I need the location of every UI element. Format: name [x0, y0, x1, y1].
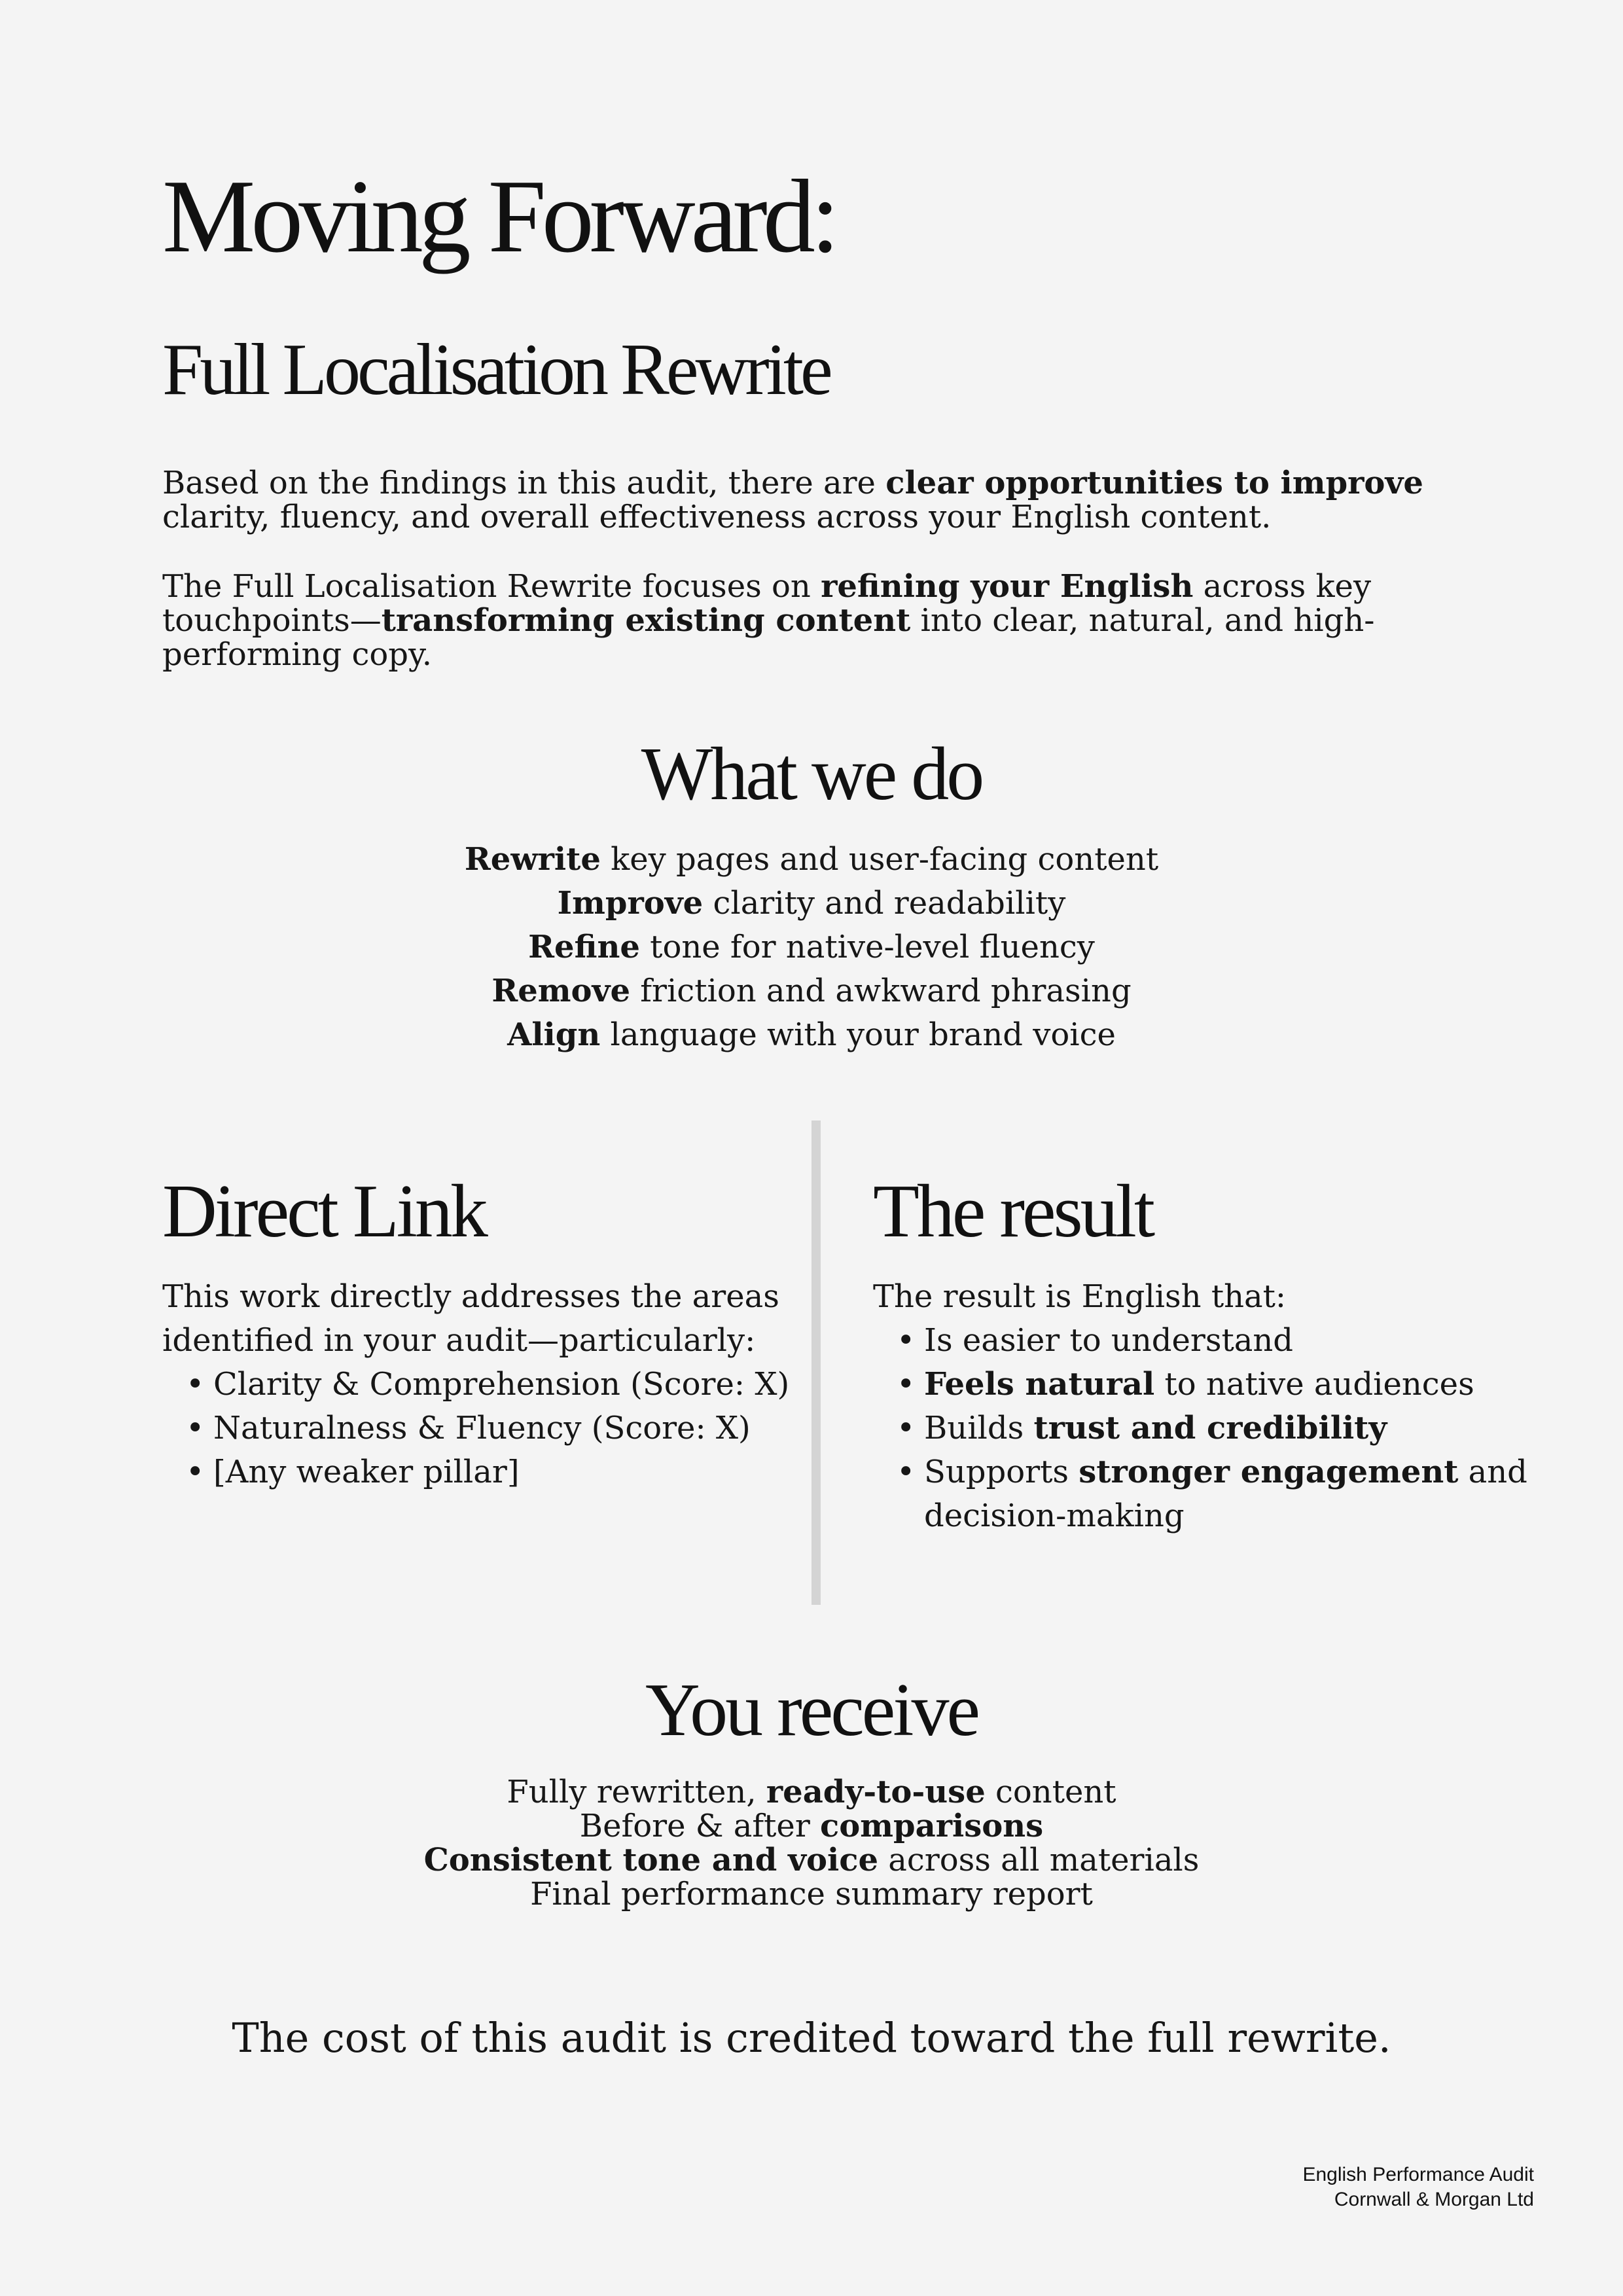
item-text: clarity and readability [703, 885, 1066, 922]
emphasis-text: clear opportunities to improve [885, 465, 1423, 501]
list-item: • [Any weaker pillar] [162, 1450, 817, 1494]
what-we-do-item [0, 1013, 1623, 1057]
direct-link-list [162, 1363, 817, 1494]
deliverable-item [0, 1775, 1623, 1809]
text-run: Supports [924, 1454, 1079, 1490]
deliverable-item [0, 1843, 1623, 1877]
emphasis-text: Consistent tone and voice [423, 1842, 878, 1878]
list-item [873, 1319, 1527, 1363]
what-we-do-item [0, 969, 1623, 1013]
you-receive-list [0, 1775, 1623, 1911]
emphasis-text: refining your English [821, 568, 1194, 605]
text-run: Before & after [579, 1808, 821, 1844]
item-verb: Remove [491, 973, 630, 1009]
text-run: Is easier to understand [924, 1322, 1293, 1359]
result-heading: The result [873, 1170, 1153, 1253]
item-verb: Refine [528, 929, 640, 965]
item-text: key pages and user-facing content [600, 841, 1159, 878]
what-we-do-list [0, 838, 1623, 1057]
item-text: tone for native-level fluency [639, 929, 1095, 965]
list-item: • Clarity & Comprehension (Score: X) [162, 1363, 817, 1407]
deliverable-item [0, 1877, 1623, 1911]
page-subtitle: Full Localisation Rewrite [162, 329, 830, 410]
emphasis-text: Feels natural [924, 1366, 1155, 1403]
result-intro: The result is English that: [873, 1278, 1287, 1315]
what-we-do-item [0, 882, 1623, 925]
you-receive-heading: You receive [645, 1668, 978, 1752]
text-run: across all materials [878, 1842, 1200, 1878]
direct-link-heading: Direct Link [162, 1170, 486, 1253]
emphasis-text: transforming existing content [381, 602, 911, 639]
item-verb: Improve [557, 885, 704, 922]
text-run: and decision-making [924, 1454, 1527, 1534]
page-title: Moving Forward: [162, 158, 836, 274]
item-verb: Align [507, 1016, 601, 1053]
text-run: The Full Localisation Rewrite focuses on [162, 568, 821, 605]
list-item [873, 1363, 1527, 1407]
text-run: to native audiences [1154, 1366, 1474, 1403]
intro-paragraph-2 [162, 569, 1471, 672]
list-item: • Naturalness & Fluency (Score: X) [162, 1407, 817, 1450]
text-run: into clear, natural, and high-performing copy. [162, 602, 1375, 673]
intro-paragraph-1 [162, 466, 1471, 534]
closing-statement: The cost of this audit is credited toward the full rewrite. [232, 2014, 1391, 2062]
emphasis-text: ready-to-use [766, 1774, 986, 1810]
emphasis-text: trust and credibility [1033, 1410, 1387, 1446]
footer-company-name: Cornwall & Morgan Ltd [1334, 2189, 1534, 2210]
list-item [873, 1407, 1527, 1450]
text-run: Final performance summary report [530, 1876, 1093, 1912]
text-run: Fully rewritten, [507, 1774, 766, 1810]
list-item [873, 1450, 1527, 1538]
deliverable-item [0, 1809, 1623, 1843]
what-we-do-item [0, 838, 1623, 882]
text-run: clarity, fluency, and overall effectiveness across your English content. [162, 499, 1272, 535]
item-text: friction and awkward phrasing [630, 973, 1132, 1009]
result-list [873, 1319, 1527, 1538]
footer [1302, 2162, 1534, 2212]
what-we-do-heading: What we do [641, 732, 982, 816]
text-run: Based on the findings in this audit, there are [162, 465, 886, 501]
text-run: Builds [924, 1410, 1034, 1446]
item-text: language with your brand voice [600, 1016, 1116, 1053]
what-we-do-item [0, 925, 1623, 969]
text-run: content [985, 1774, 1116, 1810]
emphasis-text: comparisons [820, 1808, 1044, 1844]
direct-link-intro: This work directly addresses the areas identified in your audit—particularly: [162, 1278, 779, 1359]
footer-document-name: English Performance Audit [1302, 2164, 1534, 2185]
emphasis-text: stronger engagement [1079, 1454, 1459, 1490]
item-verb: Rewrite [464, 841, 601, 878]
text-run: across key touchpoints— [162, 568, 1372, 639]
